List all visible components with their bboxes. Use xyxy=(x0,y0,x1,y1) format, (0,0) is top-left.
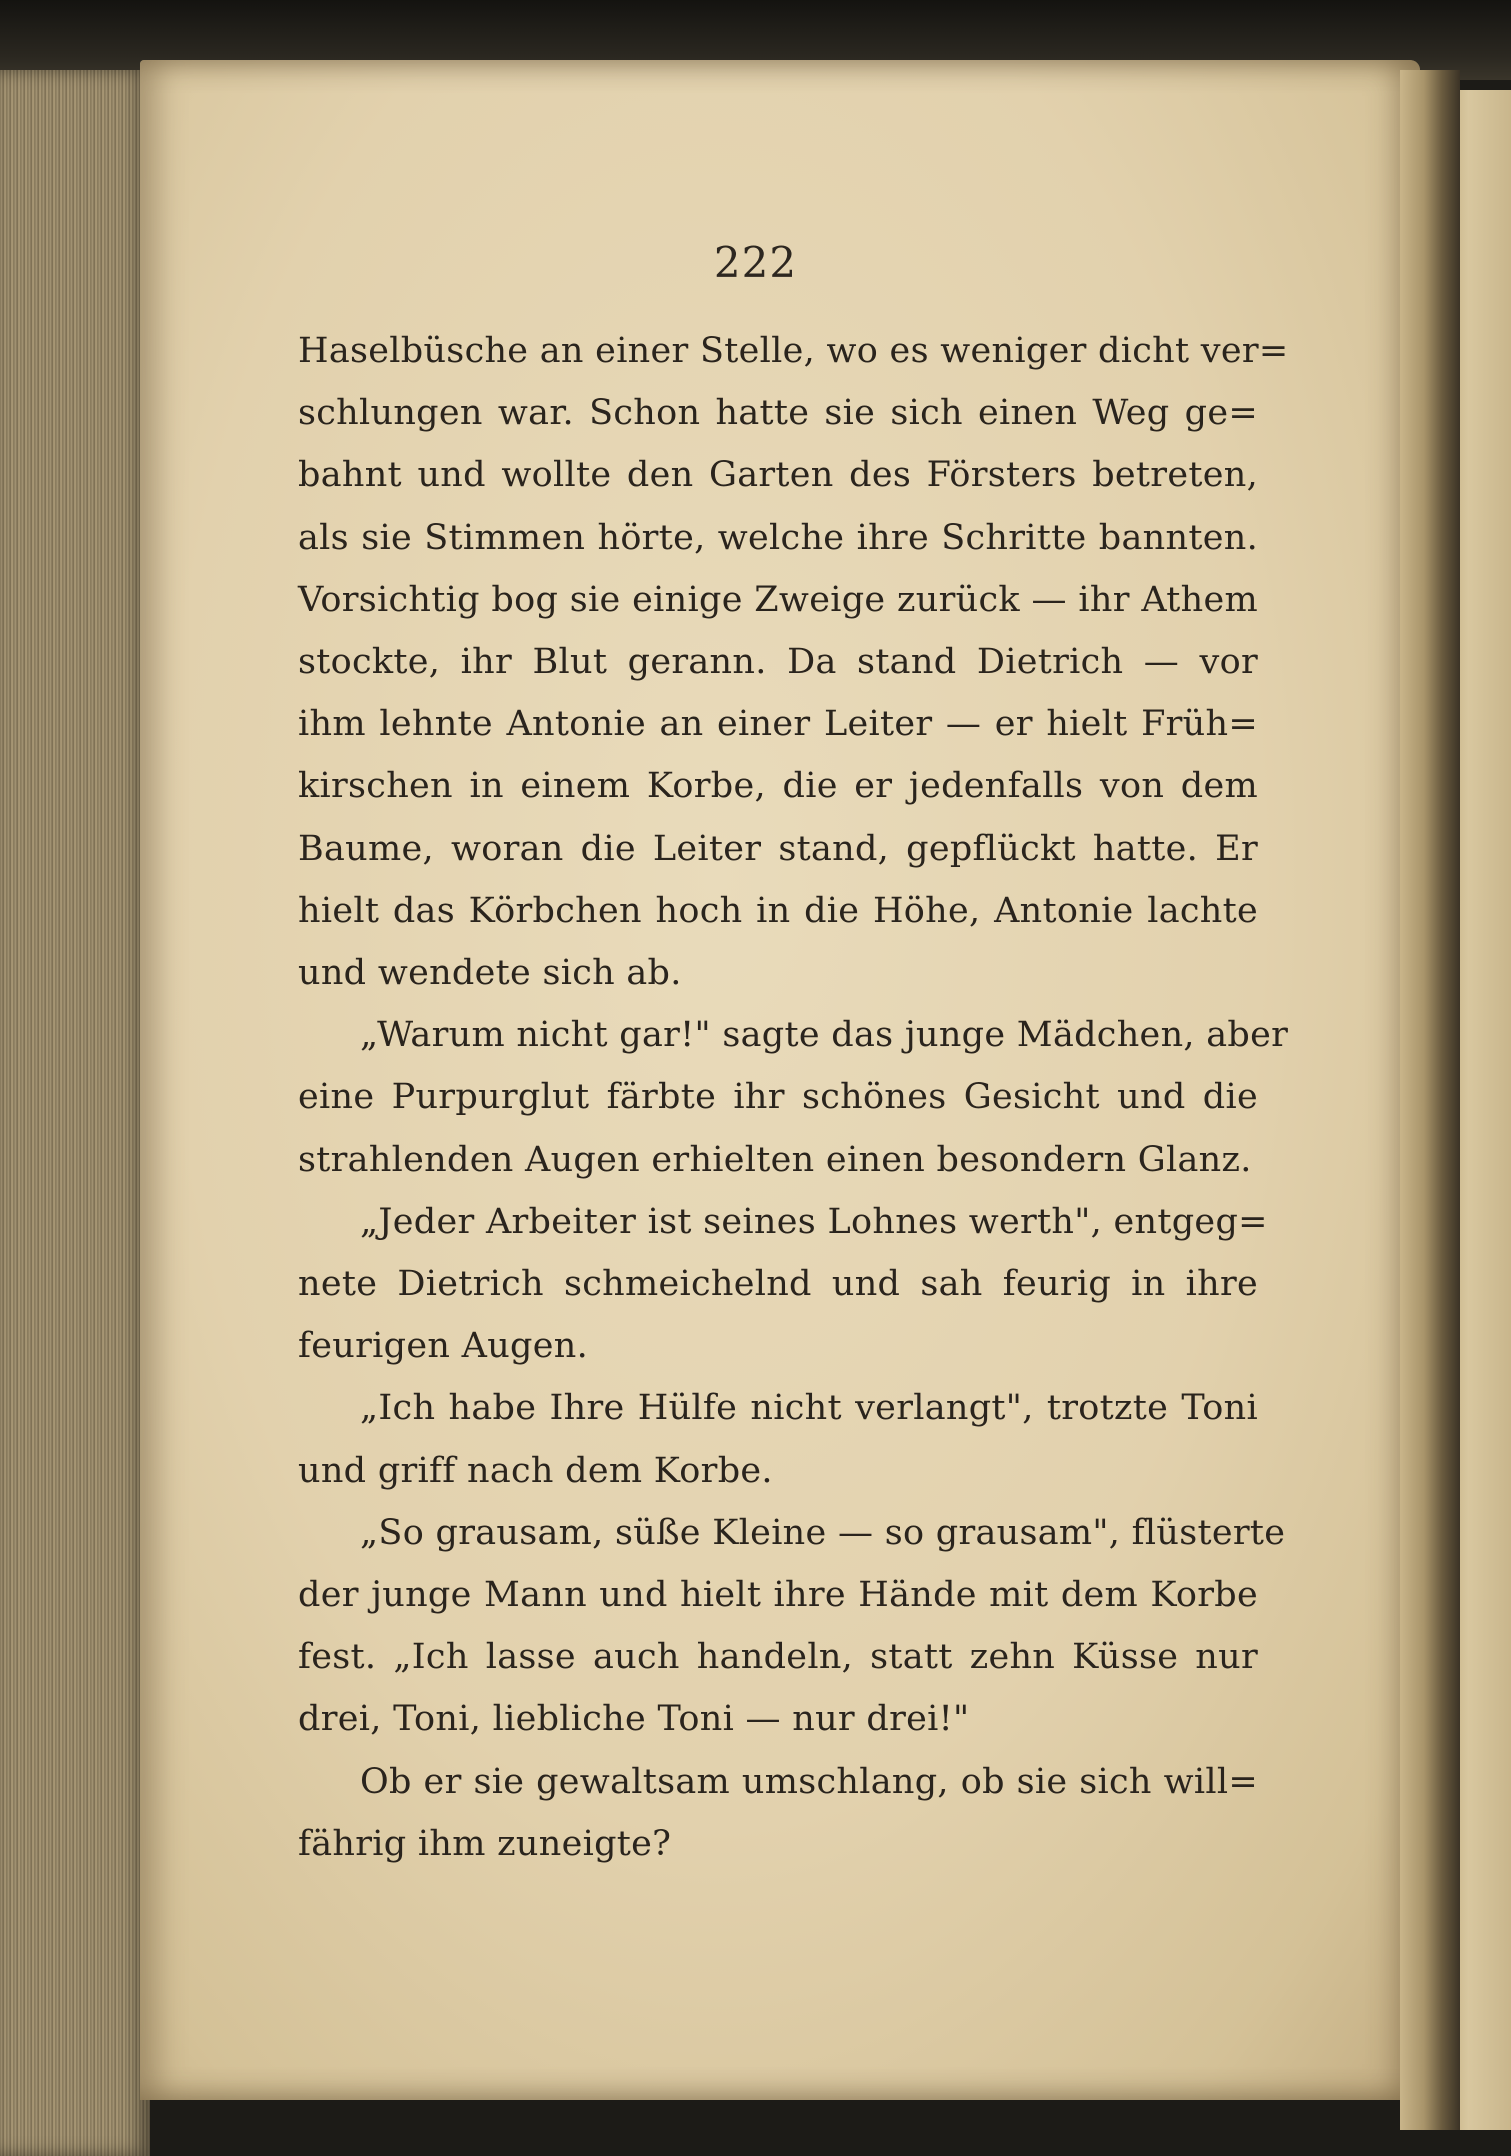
text-line: schlungen war. Schon hatte sie sich einen Weg ge= xyxy=(298,393,1258,434)
paragraph xyxy=(298,320,1289,1004)
paragraph xyxy=(298,1377,1258,1501)
text-line: drei, Toni, liebliche Toni — nur drei!" xyxy=(298,1699,970,1740)
text-line: bahnt und wollte den Garten des Försters betreten, xyxy=(298,455,1258,496)
text-line: „Warum nicht gar!" sagte das junge Mädchen, aber xyxy=(360,1015,1289,1056)
text-line: fährig ihm zuneigte? xyxy=(298,1823,672,1864)
text-line: hielt das Körbchen hoch in die Höhe, Antonie lachte xyxy=(298,890,1258,931)
text-line: der junge Mann und hielt ihre Hände mit dem Korbe xyxy=(298,1575,1258,1616)
text-line: „Jeder Arbeiter ist seines Lohnes werth", entgeg= xyxy=(360,1201,1268,1242)
text-line: strahlenden Augen erhielten einen besondern Glanz. xyxy=(298,1139,1252,1180)
text-line: „So grausam, süße Kleine — so grausam", flüsterte xyxy=(360,1512,1286,1553)
paragraph xyxy=(298,1751,1258,1875)
text-line: eine Purpurglut färbte ihr schönes Gesicht und die xyxy=(298,1077,1258,1118)
text-line: nete Dietrich schmeichelnd und sah feurig in ihre xyxy=(298,1264,1258,1305)
text-line: Baume, woran die Leiter stand, gepflückt hatte. Er xyxy=(298,828,1258,869)
text-line: Haselbüsche an einer Stelle, wo es weniger dicht ver= xyxy=(298,331,1289,371)
book-gutter xyxy=(1400,70,1460,2130)
text-line: ihm lehnte Antonie an einer Leiter — er hielt Früh= xyxy=(298,704,1258,745)
text-line: fest. „Ich lasse auch handeln, statt zehn Küsse nur xyxy=(298,1637,1258,1678)
page-edges xyxy=(0,70,150,2156)
body-text xyxy=(298,320,1289,1875)
page-number: 222 xyxy=(713,238,798,287)
text-line: stockte, ihr Blut gerann. Da stand Dietrich — vor xyxy=(298,642,1258,683)
text-line: als sie Stimmen hörte, welche ihre Schritte bannten. xyxy=(298,517,1258,558)
text-line: „Ich habe Ihre Hülfe nicht verlangt", trotzte Toni xyxy=(360,1388,1258,1429)
paragraph xyxy=(298,1502,1286,1751)
text-line: und wendete sich ab. xyxy=(298,953,682,994)
text-line: und griff nach dem Korbe. xyxy=(298,1450,773,1491)
paragraph xyxy=(298,1004,1289,1191)
text-line: kirschen in einem Korbe, die er jedenfalls von dem xyxy=(298,766,1258,807)
paragraph xyxy=(298,1191,1268,1378)
text-line: Ob er sie gewaltsam umschlang, ob sie sich will= xyxy=(360,1761,1258,1802)
text-line: Vorsichtig bog sie einige Zweige zurück — ihr Athem xyxy=(298,579,1258,620)
text-line: feurigen Augen. xyxy=(298,1326,589,1367)
